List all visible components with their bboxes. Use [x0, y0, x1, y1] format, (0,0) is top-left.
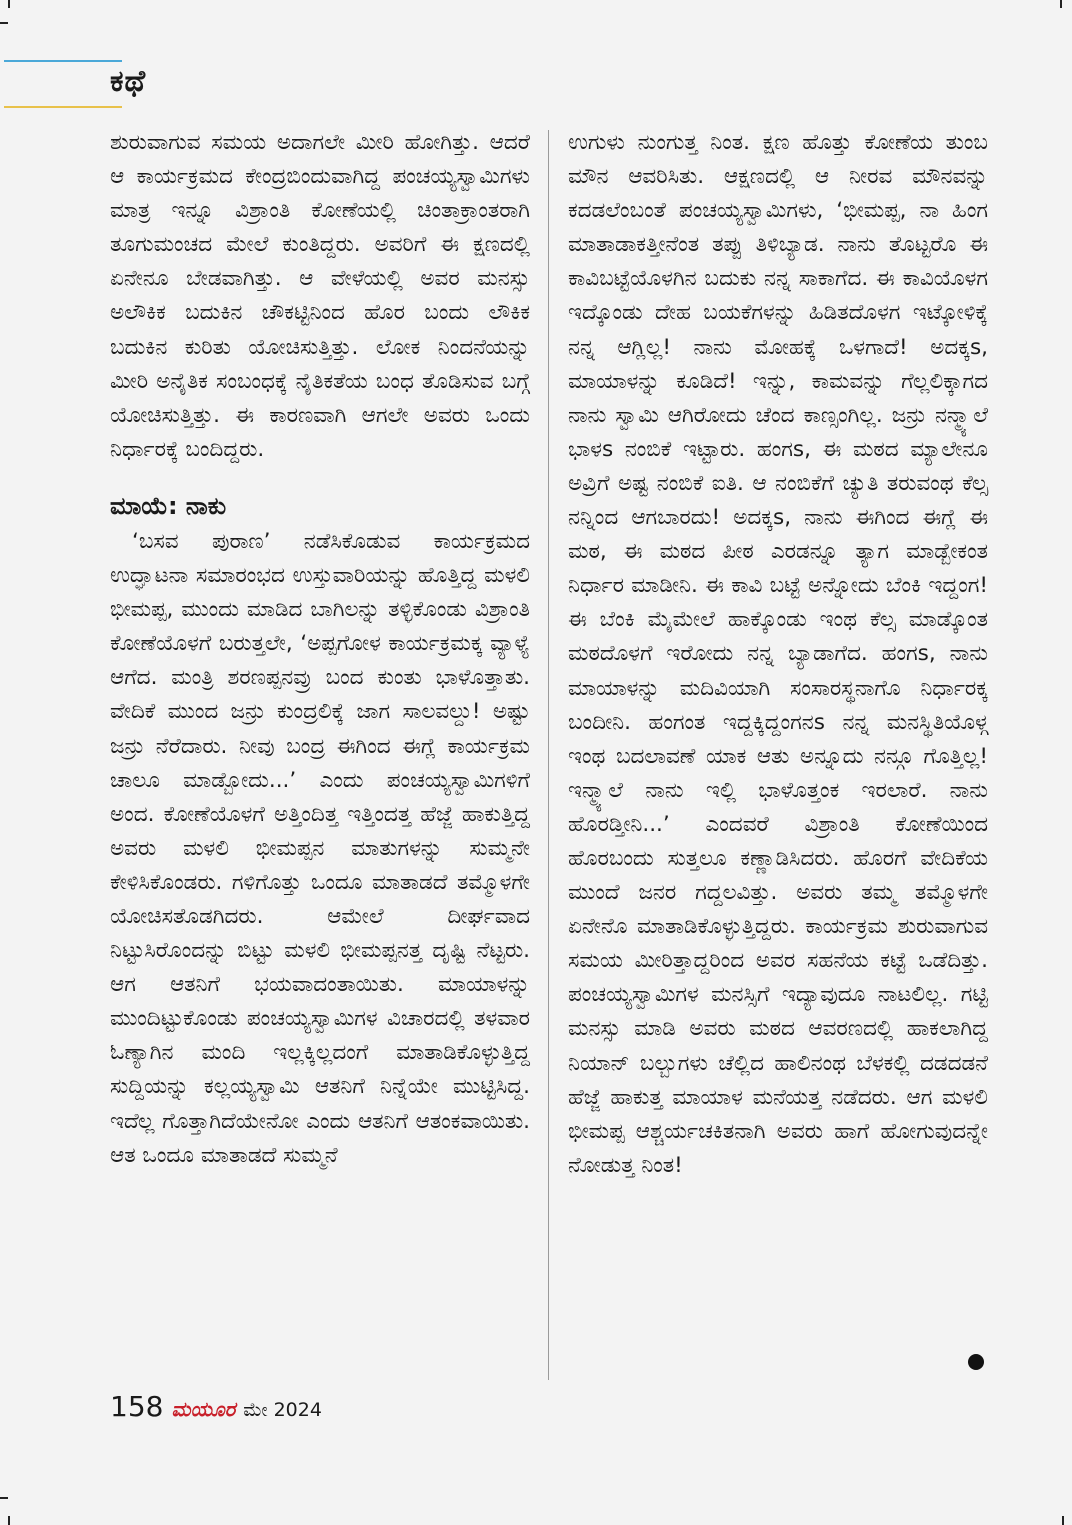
header-rule-yellow: [4, 106, 122, 108]
crop-mark-left-upper: [0, 22, 8, 24]
issue-date: ಮೇ 2024: [243, 1399, 322, 1421]
left-paragraph-1: ಶುರುವಾಗುವ ಸಮಯ ಅದಾಗಲೇ ಮೀರಿ ಹೋಗಿತ್ತು. ಆದರೆ ಆ ಕಾರ್ಯಕ್ರಮದ ಕೇಂದ್ರಬಿಂದುವಾಗಿದ್ದ ಪಂಚಯ್ಯಸ್ವಾಮಿಗಳು ಮಾತ್ರ ಇನ್ನೂ ವಿಶ್ರಾಂತಿ ಕೋಣೆಯಲ್ಲಿ ಚಿಂತಾಕ್ರಾಂತರಾಗಿ ತೂಗುಮಂಚದ ಮೇಲೆ ಕುಂತಿದ್ದರು. ಅವರಿಗೆ ಈ ಕ್ಷಣದಲ್ಲಿ ಏನೇನೂ ಬೇಡವಾಗಿತ್ತು. ಆ ವೇಳೆಯಲ್ಲಿ ಅವರ ಮನಸ್ಸು ಅಲೌಕಿಕ ಬದುಕಿನ ಚೌಕಟ್ಟಿನಿಂದ ಹೊರ ಬಂದು ಲೌಕಿಕ ಬದುಕಿನ ಕುರಿತು ಯೋಚಿಸುತ್ತಿತ್ತು. ಲೋಕ ನಿಂದನೆಯನ್ನು ಮೀರಿ ಅನೈತಿಕ ಸಂಬಂಧಕ್ಕೆ ನೈತಿಕತೆಯ ಬಂಧ ತೊಡಿಸುವ ಬಗ್ಗೆ ಯೋಚಿಸುತ್ತಿತ್ತು. ಈ ಕಾರಣವಾಗಿ ಆಗಲೇ ಅವರು ಒಂದು ನಿರ್ಧಾರಕ್ಕೆ ಬಂದಿದ್ದರು.: [110, 130, 530, 462]
chapter-subheading: ಮಾಯೆ: ನಾಕು: [110, 491, 227, 520]
column-divider: [548, 130, 549, 1380]
left-column: [110, 126, 530, 1173]
crop-mark-top-left: [8, 0, 10, 8]
magazine-logo: ಮಯೂರ: [171, 1397, 236, 1421]
section-label: ಕಥೆ: [110, 64, 147, 99]
crop-mark-bottom-left: [8, 1516, 10, 1525]
page-number: 158: [110, 1390, 164, 1423]
story-end-dot-icon: [968, 1354, 984, 1370]
right-column: [568, 126, 988, 1183]
crop-mark-left-lower: [0, 1497, 8, 1499]
crop-mark-top-right: [1060, 0, 1062, 8]
crop-mark-bottom-right: [1062, 1516, 1064, 1525]
header-rule-blue: [4, 60, 122, 62]
right-paragraph-1: ಉಗುಳು ನುಂಗುತ್ತ ನಿಂತ. ಕ್ಷಣ ಹೊತ್ತು ಕೋಣೆಯ ತುಂಬ ಮೌನ ಆವರಿಸಿತು. ಆಕ್ಷಣದಲ್ಲಿ ಆ ನೀರವ ಮೌನವನ್ನು ಕದಡಲೆಂಬಂತೆ ಪಂಚಯ್ಯಸ್ವಾಮಿಗಳು, ‘ಭೀಮಪ್ಪ, ನಾ ಹಿಂಗ ಮಾತಾಡಾಕತ್ತೀನೆಂತ ತಪ್ಪು ತಿಳಿಬ್ಯಾಡ. ನಾನು ತೊಟ್ಟರೊ ಈ ಕಾವಿಬಟ್ಟೆಯೊಳಗಿನ ಬದುಕು ನನ್ನ ಸಾಕಾಗೆದ. ಈ ಕಾವಿಯೊಳಗ ಇದ್ಕೊಂಡು ದೇಹ ಬಯಕೆಗಳನ್ನು ಹಿಡಿತದೊಳಗ ಇಟ್ಕೋಳಿಕ್ಕೆ ನನ್ನ ಆಗ್ಲಿಲ್ಲ! ನಾನು ಮೋಹಕ್ಕೆ ಒಳಗಾದೆ! ಅದಕ್ಕs, ಮಾಯಾಳನ್ನು ಕೂಡಿದೆ! ಇನ್ನು, ಕಾಮವನ್ನು ಗೆಲ್ಲಲಿಕ್ಕಾಗದ ನಾನು ಸ್ವಾಮಿ ಆಗಿರೋದು ಚೆಂದ ಕಾಣ್ಸಂಗಿಲ್ಲ. ಜನ್ರು ನನ್ಮ್ಯಾಲೆ ಭಾಳs ನಂಬಿಕೆ ಇಟ್ಟಾರು. ಹಂಗs, ಈ ಮಠದ ಮ್ಯಾಲೇನೂ ಅವ್ರಿಗೆ ಅಷ್ಟ ನಂಬಿಕೆ ಐತಿ. ಆ ನಂಬಿಕೆಗೆ ಚ್ಯುತಿ ತರುವಂಥ ಕೆಲ್ಸ ನನ್ನಿಂದ ಆಗಬಾರದು! ಅದಕ್ಕs, ನಾನು ಈಗಿಂದ ಈಗ್ಲೆ ಈ ಮಠ, ಈ ಮಠದ ಪೀಠ ಎರಡನ್ನೂ ತ್ಯಾಗ ಮಾಡ್ಬೇಕಂತ ನಿರ್ಧಾರ ಮಾಡೀನಿ. ಈ ಕಾವಿ ಬಟ್ಟೆ ಅನ್ನೋದು ಬೆಂಕಿ ಇದ್ದಂಗ! ಈ ಬೆಂಕಿ ಮೈಮೇಲೆ ಹಾಕ್ಕೊಂಡು ಇಂಥ ಕೆಲ್ಸ ಮಾಡ್ಕೊಂತ ಮಠದೊಳಗೆ ಇರೋದು ನನ್ನ ಬ್ಯಾಡಾಗೆದ. ಹಂಗs, ನಾನು ಮಾಯಾಳನ್ನು ಮದಿವಿಯಾಗಿ ಸಂಸಾರಸ್ಥನಾಗೊ ನಿರ್ಧಾರಕ್ಕ ಬಂದೀನಿ. ಹಂಗಂತ ಇದ್ದಕ್ಕಿದ್ದಂಗನs ನನ್ನ ಮನಸ್ಥಿತಿಯೊಳ್ಗ ಇಂಥ ಬದಲಾವಣೆ ಯಾಕ ಆತು ಅನ್ನೂದು ನನ್ಗೂ ಗೊತ್ತಿಲ್ಲ! ಇನ್ಮ್ಯಾಲೆ ನಾನು ಇಲ್ಲಿ ಭಾಳೊತ್ತಂಕ ಇರಲಾರೆ. ನಾನು ಹೊರಡ್ತೀನಿ...’ ಎಂದವರೆ ವಿಶ್ರಾಂತಿ ಕೋಣೆಯಿಂದ ಹೊರಬಂದು ಸುತ್ತಲೂ ಕಣ್ಣಾಡಿಸಿದರು. ಹೊರಗೆ ವೇದಿಕೆಯ ಮುಂದೆ ಜನರ ಗದ್ದಲವಿತ್ತು. ಅವರು ತಮ್ಮ ತಮ್ಮೊಳಗೇ ಏನೇನೊ ಮಾತಾಡಿಕೊಳ್ಳುತ್ತಿದ್ದರು. ಕಾರ್ಯಕ್ರಮ ಶುರುವಾಗುವ ಸಮಯ ಮೀರಿತ್ತಾದ್ದರಿಂದ ಅವರ ಸಹನೆಯ ಕಟ್ಟೆ ಒಡೆದಿತ್ತು. ಪಂಚಯ್ಯಸ್ವಾಮಿಗಳ ಮನಸ್ಸಿಗೆ ಇದ್ಯಾವುದೂ ನಾಟಲಿಲ್ಲ. ಗಟ್ಟಿ ಮನಸ್ಸು ಮಾಡಿ ಅವರು ಮಠದ ಆವರಣದಲ್ಲಿ ಹಾಕಲಾಗಿದ್ದ ನಿಯಾನ್ ಬಲ್ಬುಗಳು ಚೆಲ್ಲಿದ ಹಾಲಿನಂಥ ಬೆಳಕಲ್ಲಿ ದಡದಡನೆ ಹೆಜ್ಜೆ ಹಾಕುತ್ತ ಮಾಯಾಳ ಮನೆಯತ್ತ ನಡೆದರು. ಆಗ ಮಳಲಿ ಭೀಮಪ್ಪ ಆಶ್ಚರ್ಯಚಕಿತನಾಗಿ ಅವರು ಹಾಗೆ ಹೋಗುವುದನ್ನೇ ನೋಡುತ್ತ ನಿಂತ!: [568, 130, 988, 1178]
page-footer: [110, 1390, 322, 1430]
left-paragraph-2: ‘ಬಸವ ಪುರಾಣ’ ನಡೆಸಿಕೊಡುವ ಕಾರ್ಯಕ್ರಮದ ಉದ್ಘಾಟನಾ ಸಮಾರಂಭದ ಉಸ್ತುವಾರಿಯನ್ನು ಹೊತ್ತಿದ್ದ ಮಳಲಿ ಭೀಮಪ್ಪ, ಮುಂದು ಮಾಡಿದ ಬಾಗಿಲನ್ನು ತಳ್ಳಿಕೊಂಡು ವಿಶ್ರಾಂತಿ ಕೋಣೆಯೊಳಗೆ ಬರುತ್ತಲೇ, ‘ಅಪ್ಪಗೋಳ ಕಾರ್ಯಕ್ರಮಕ್ಕ ವ್ಯಾಳ್ಯೆ ಆಗೆದ. ಮಂತ್ರಿ ಶರಣಪ್ಪನವ್ರು ಬಂದ ಕುಂತು ಭಾಳೊತ್ತಾತು. ವೇದಿಕೆ ಮುಂದ ಜನ್ರು ಕುಂದ್ರಲಿಕ್ಕೆ ಜಾಗ ಸಾಲವಲ್ದು! ಅಷ್ಟು ಜನ್ರು ನೆರೆದಾರು. ನೀವು ಬಂದ್ರ ಈಗಿಂದ ಈಗ್ಲೆ ಕಾರ್ಯಕ್ರಮ ಚಾಲೂ ಮಾಡ್ಬೋದು...’ ಎಂದು ಪಂಚಯ್ಯಸ್ವಾಮಿಗಳಿಗೆ ಅಂದ. ಕೋಣೆಯೊಳಗೆ ಅತ್ತಿಂದಿತ್ತ ಇತ್ತಿಂದತ್ತ ಹೆಜ್ಜೆ ಹಾಕುತ್ತಿದ್ದ ಅವರು ಮಳಲಿ ಭೀಮಪ್ಪನ ಮಾತುಗಳನ್ನು ಸುಮ್ಮನೇ ಕೇಳಿಸಿಕೊಂಡರು. ಗಳಿಗೊತ್ತು ಒಂದೂ ಮಾತಾಡದೆ ತಮ್ಮೊಳಗೇ ಯೋಚಿಸತೊಡಗಿದರು. ಆಮೇಲೆ ದೀರ್ಘವಾದ ನಿಟ್ಟುಸಿರೊಂದನ್ನು ಬಿಟ್ಟು ಮಳಲಿ ಭೀಮಪ್ಪನತ್ತ ದೃಷ್ಟಿ ನೆಟ್ಟರು. ಆಗ ಆತನಿಗೆ ಭಯವಾದಂತಾಯಿತು. ಮಾಯಾಳನ್ನು ಮುಂದಿಟ್ಟುಕೊಂಡು ಪಂಚಯ್ಯಸ್ವಾಮಿಗಳ ವಿಚಾರದಲ್ಲಿ ತಳವಾರ ಓಣ್ಯಾಗಿನ ಮಂದಿ ಇಲ್ಲಕ್ಕಿಲ್ಲದಂಗೆ ಮಾತಾಡಿಕೊಳ್ಳುತ್ತಿದ್ದ ಸುದ್ದಿಯನ್ನು ಕಲ್ಲಯ್ಯಸ್ವಾಮಿ ಆತನಿಗೆ ನಿನ್ನೆಯೇ ಮುಟ್ಟಿಸಿದ್ದ. ಇದೆಲ್ಲ ಗೊತ್ತಾಗಿದೆಯೇನೋ ಎಂದು ಆತನಿಗೆ ಆತಂಕವಾಯಿತು. ಆತ ಒಂದೂ ಮಾತಾಡದೆ ಸುಮ್ಮನೆ: [110, 528, 530, 1168]
